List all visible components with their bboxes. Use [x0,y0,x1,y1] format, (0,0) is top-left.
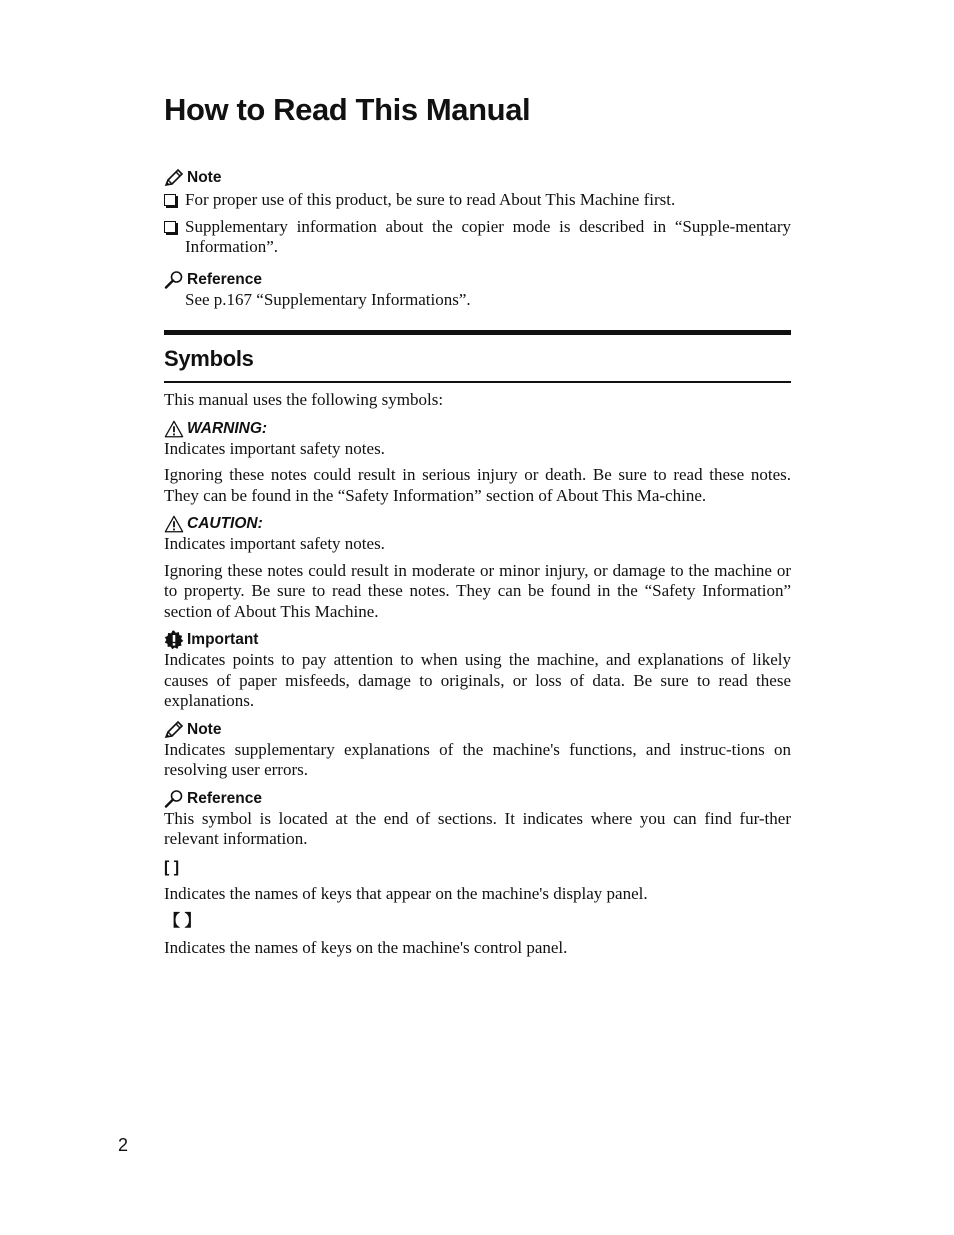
reference-symbol-text: This symbol is located at the end of sections. It indicates where you can find fur-ther relevant information. [164,808,791,848]
checkbox-bullet-icon [164,221,176,233]
note-list [164,190,791,258]
warning-detail: Ignoring these notes could result in serious injury or death. Be sure to read these notes. They can be found in the “Safety Information” section of About This Ma-chine. [164,465,791,505]
important-badge-icon [164,630,184,650]
important-text: Indicates points to pay attention to when using the machine, and explanations of likely causes of paper misfeeds, damage to originals, or loss of data. Be sure to read these explanations. [164,650,791,710]
reference-label: Reference [187,270,262,288]
note-text: For proper use of this product, be sure to read About This Machine first. [185,190,676,209]
important-heading [164,630,791,650]
checkbox-bullet-icon [164,194,176,206]
note-symbol-text: Indicates supplementary explanations of the machine's functions, and instruc-tions on resolving user errors. [164,739,791,779]
page-title: How to Read This Manual [164,92,531,127]
section-title: Symbols [164,346,254,371]
section-rule-top [164,330,791,335]
note-text: Supplementary information about the copier mode is described in “Supple-mentary Information”. [185,216,791,256]
warning-label: WARNING: [187,419,268,437]
reference-symbol-heading [164,789,791,809]
page-number: 2 [118,1135,129,1155]
note-heading [164,168,791,188]
section-rule-bottom [164,381,791,383]
warning-triangle-icon [164,419,184,439]
important-label: Important [187,631,259,648]
pencil-icon [164,168,184,188]
note-symbol-heading [164,720,791,740]
caution-heading [164,514,791,534]
reference-heading [164,270,791,290]
magnifier-icon [164,789,184,809]
manual-page [164,88,791,959]
note-symbol-label: Note [187,720,222,738]
warning-text: Indicates important safety notes. [164,438,385,458]
symbols-intro: This manual uses the following symbols: [164,390,444,409]
pencil-icon [164,720,184,740]
lenticular-brackets-heading: 【 】 [164,913,201,930]
caution-triangle-icon [164,514,184,534]
warning-heading [164,419,791,439]
lenticular-brackets-text: Indicates the names of keys on the machine's control panel. [164,938,568,957]
caution-detail: Ignoring these notes could result in moderate or minor injury, or damage to the machine or to property. Be sure to read these notes. They can be found in the “Safety Information” section of About This Machine. [164,560,791,621]
reference-text: See p.167 “Supplementary Informations”. [185,289,471,309]
caution-label: CAUTION: [187,515,263,532]
square-brackets-heading: [ ] [164,858,180,876]
square-brackets-text: Indicates the names of keys that appear on the machine's display panel. [164,883,648,903]
magnifier-icon [164,270,184,290]
caution-text: Indicates important safety notes. [164,534,385,553]
reference-symbol-label: Reference [187,789,262,807]
note-label: Note [187,169,222,186]
list-item [164,190,791,211]
list-item [164,217,791,258]
